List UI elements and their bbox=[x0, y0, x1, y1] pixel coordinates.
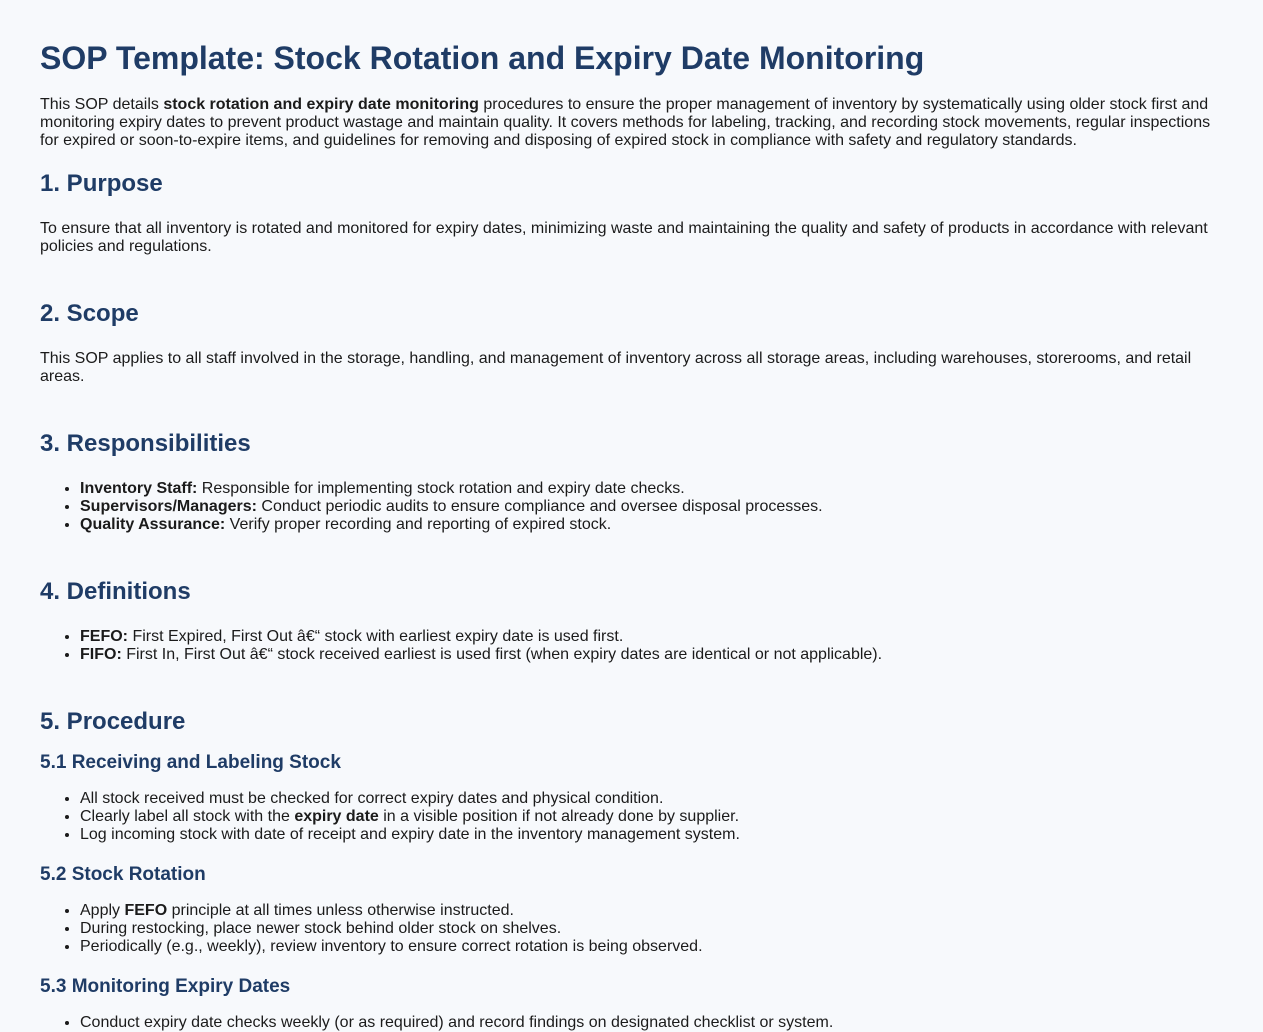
list-item bbox=[80, 628, 1223, 646]
role-description: Verify proper recording and reporting of expired stock. bbox=[225, 516, 612, 533]
purpose-text: To ensure that all inventory is rotated and monitored for expiry dates, minimizing waste and maintaining the quality and safety of products in accordance with relevant policies and regulations. bbox=[40, 220, 1208, 255]
subsection-heading-monitoring: 5.3 Monitoring Expiry Dates bbox=[40, 976, 291, 997]
definition-text: First Expired, First Out â€“ stock with earliest expiry date is used first. bbox=[128, 628, 624, 645]
subsection-heading-receiving: 5.1 Receiving and Labeling Stock bbox=[40, 752, 341, 773]
list-item bbox=[80, 480, 1223, 498]
section-procedure bbox=[40, 708, 1223, 1032]
responsibilities-list bbox=[40, 480, 1223, 534]
list-item-emphasis: expiry date bbox=[294, 808, 379, 825]
definition-term: FIFO: bbox=[80, 646, 122, 663]
definitions-list bbox=[40, 628, 1223, 664]
subsection-rotation bbox=[40, 864, 1223, 956]
subsection-receiving bbox=[40, 752, 1223, 844]
subsection-monitoring bbox=[40, 976, 1223, 1032]
definition-term: FEFO: bbox=[80, 628, 128, 645]
list-item: • Periodically (e.g., weekly), review inventory to ensure correct rotation is being observed. bbox=[80, 938, 1223, 956]
list-item-text-end: principle at all times unless otherwise instructed. bbox=[167, 902, 514, 919]
intro-emphasis: stock rotation and expiry date monitoring bbox=[163, 96, 479, 113]
definition-text: First In, First Out â€“ stock received earliest is used first (when expiry dates are identical or not applicable). bbox=[121, 646, 883, 663]
section-heading-definitions: 4. Definitions bbox=[40, 578, 191, 605]
role-label: Inventory Staff: bbox=[80, 480, 198, 497]
intro-text-end: procedures to ensure the proper management of inventory by systematically using older stock first and monitoring expiry dates to prevent product wastage and maintain quality. It covers methods for labeling, tracking, and recording stock movements, regular inspections for expired or soon-to-expire items, and guidelines for removing and disposing of expired stock in compliance with safety and regulatory standards. bbox=[40, 96, 1211, 149]
section-heading-procedure: 5. Procedure bbox=[40, 708, 186, 735]
list-item-text-start: Clearly label all stock with the bbox=[80, 808, 295, 825]
section-responsibilities bbox=[40, 430, 1223, 534]
intro-text-start: This SOP details bbox=[40, 96, 164, 113]
section-purpose bbox=[40, 170, 1223, 256]
list-item-text-end: in a visible position if not already done by supplier. bbox=[378, 808, 740, 825]
role-description: Conduct periodic audits to ensure compliance and oversee disposal processes. bbox=[256, 498, 823, 515]
list-item: • All stock received must be checked for correct expiry dates and physical condition. bbox=[80, 790, 1223, 808]
list-item: • During restocking, place newer stock behind older stock on shelves. bbox=[80, 920, 1223, 938]
role-label: Supervisors/Managers: bbox=[80, 498, 257, 515]
rotation-list bbox=[40, 902, 1223, 956]
intro-paragraph bbox=[40, 96, 1223, 150]
section-scope bbox=[40, 300, 1223, 386]
list-item bbox=[80, 516, 1223, 534]
list-item-text-start: Apply bbox=[80, 902, 125, 919]
list-item bbox=[80, 498, 1223, 516]
scope-text: This SOP applies to all staff involved in the storage, handling, and management of inventory across all storage areas, including warehouses, storerooms, and retail areas. bbox=[40, 350, 1192, 385]
page-title: SOP Template: Stock Rotation and Expiry Date Monitoring bbox=[40, 40, 925, 76]
list-item: • Conduct expiry date checks weekly (or as required) and record findings on designated checklist or system. bbox=[80, 1014, 1223, 1032]
role-label: Quality Assurance: bbox=[80, 516, 226, 533]
subsection-heading-rotation: 5.2 Stock Rotation bbox=[40, 864, 206, 885]
receiving-list bbox=[40, 790, 1223, 844]
list-item bbox=[80, 646, 1223, 664]
section-heading-purpose: 1. Purpose bbox=[40, 170, 163, 197]
section-heading-responsibilities: 3. Responsibilities bbox=[40, 430, 251, 457]
list-item bbox=[80, 902, 1223, 920]
list-item bbox=[80, 808, 1223, 826]
role-description: Responsible for implementing stock rotation and expiry date checks. bbox=[197, 480, 685, 497]
section-definitions bbox=[40, 578, 1223, 664]
list-item: • Log incoming stock with date of receipt and expiry date in the inventory management system. bbox=[80, 826, 1223, 844]
section-heading-scope: 2. Scope bbox=[40, 300, 139, 327]
monitoring-list bbox=[40, 1014, 1223, 1032]
list-item-emphasis: FEFO bbox=[124, 902, 168, 919]
